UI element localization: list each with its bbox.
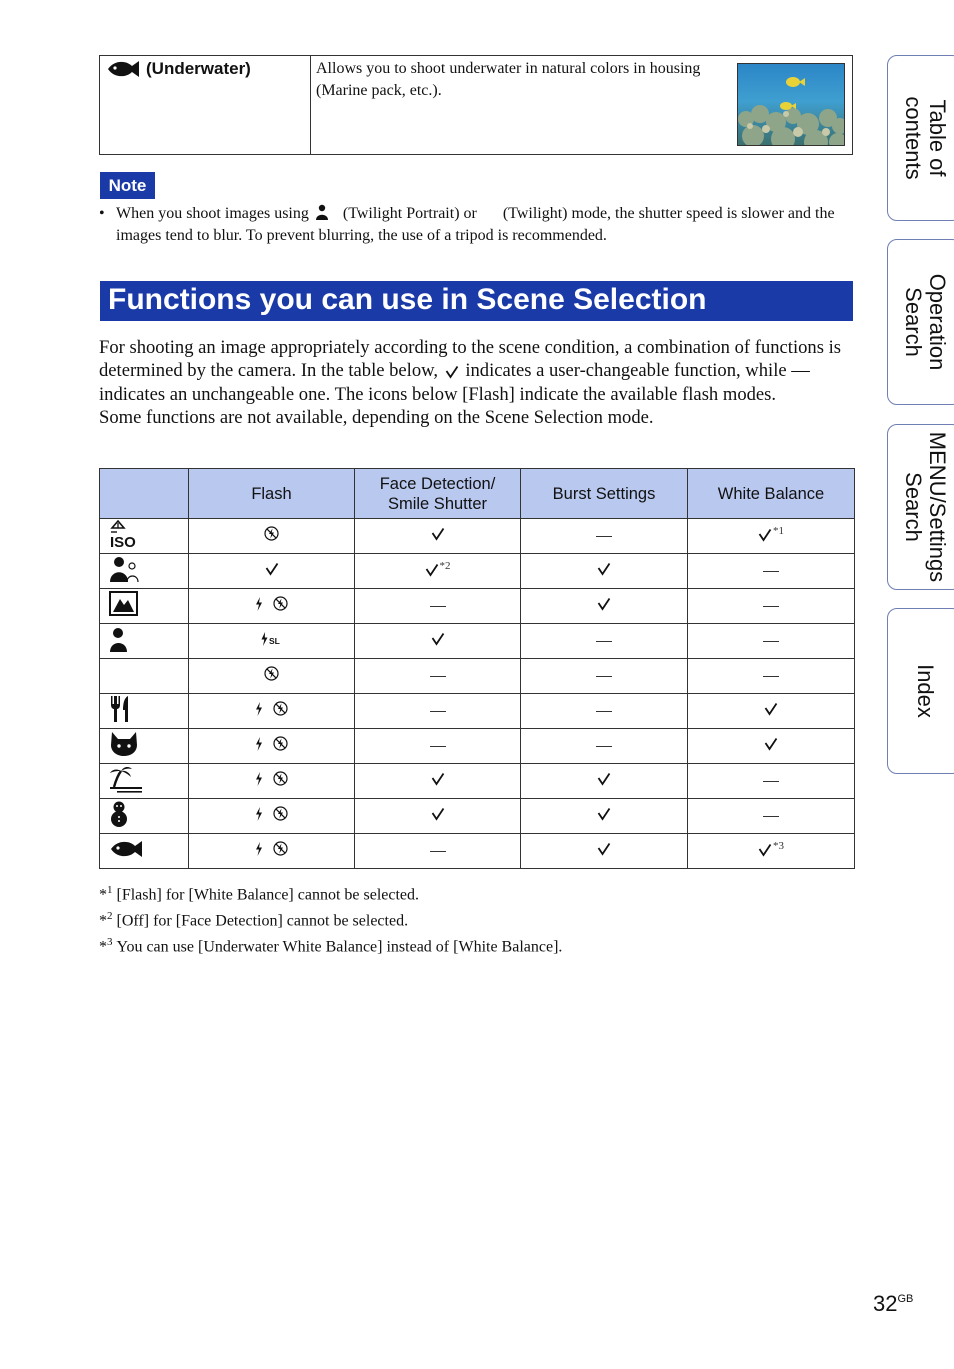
table-row [100, 519, 855, 554]
check-icon [431, 632, 445, 651]
note-text-1: When you shoot images using [116, 205, 309, 222]
check-icon [445, 365, 459, 379]
mode-cell [100, 659, 189, 694]
unchangeable-dash [430, 676, 446, 677]
face-detection-cell [355, 624, 521, 659]
unchangeable-dash [430, 746, 446, 747]
intro-paragraph [99, 336, 855, 430]
mode-cell [100, 519, 189, 554]
twilight-portrait-icon [315, 203, 337, 221]
white-balance-cell [688, 694, 855, 729]
unchangeable-dash [763, 606, 779, 607]
high-sensitivity-iso-icon [109, 520, 141, 553]
mode-cell [100, 729, 189, 764]
white-balance-cell [688, 799, 855, 834]
twilight-portrait-icon [109, 625, 141, 658]
unchangeable-dash [430, 711, 446, 712]
unchangeable-dash [763, 816, 779, 817]
face-detection-cell [355, 834, 521, 869]
tab-menu-settings-search[interactable] [887, 424, 954, 590]
flash-on-icon [255, 772, 263, 791]
white-balance-cell [688, 764, 855, 799]
white-balance-cell [688, 659, 855, 694]
tab-label: Index [912, 664, 938, 718]
white-balance-cell [688, 729, 855, 764]
face-detection-cell [355, 554, 521, 589]
flash-on-icon [255, 842, 263, 861]
beach-icon [109, 765, 143, 798]
face-detection-cell [355, 764, 521, 799]
underwater-icon [109, 839, 143, 864]
table-row [100, 764, 855, 799]
burst-settings-cell [521, 764, 688, 799]
header-mode [100, 469, 189, 519]
unchangeable-dash [763, 571, 779, 572]
check-icon [758, 528, 772, 547]
underwater-photo [737, 63, 845, 146]
flash-off-icon [264, 666, 279, 686]
underwater-label [106, 59, 251, 79]
white-balance-cell [688, 834, 855, 869]
table-row [100, 554, 855, 589]
face-detection-cell [355, 659, 521, 694]
header-white-balance: White Balance [688, 469, 855, 519]
flash-off-icon [264, 526, 279, 546]
flash-off-icon [273, 596, 288, 616]
flash-cell [189, 764, 355, 799]
header-burst: Burst Settings [521, 469, 688, 519]
burst-settings-cell [521, 659, 688, 694]
mode-cell [100, 799, 189, 834]
footnote-2: *$^2$ [Off] for [Face Detection] cannot be selected. [99, 909, 409, 930]
face-detection-cell [355, 519, 521, 554]
burst-settings-cell [521, 729, 688, 764]
flash-cell [189, 554, 355, 589]
mode-cell [100, 834, 189, 869]
unchangeable-dash [430, 606, 446, 607]
check-icon [764, 702, 778, 721]
tab-index[interactable] [887, 608, 954, 774]
tab-label: Table of contents [900, 96, 950, 180]
intro-text-1: For shooting an image appropriately according to the scene condition, a combination of functions is determined by the camera. In the table below, [99, 337, 842, 382]
face-detection-cell [355, 589, 521, 624]
functions-table [99, 468, 855, 869]
white-balance-cell [688, 624, 855, 659]
white-balance-cell-footnote-ref: *1 [773, 525, 784, 537]
unchangeable-dash [596, 711, 612, 712]
check-icon [265, 562, 279, 581]
tab-operation-search[interactable] [887, 239, 954, 405]
check-icon [597, 772, 611, 791]
burst-settings-cell [521, 799, 688, 834]
underwater-description: Allows you to shoot underwater in natural colors in housing (Marine pack, etc.). [316, 60, 701, 99]
unchangeable-dash [596, 746, 612, 747]
mode-cell [100, 554, 189, 589]
gourmet-icon [109, 695, 133, 728]
flash-cell [189, 624, 355, 659]
footnotes [99, 880, 562, 957]
check-icon [425, 563, 439, 582]
tab-label: MENU/Settings Search [900, 431, 950, 583]
flash-cell [189, 799, 355, 834]
check-icon [764, 737, 778, 756]
mode-cell [100, 764, 189, 799]
tab-label: Operation Search [900, 273, 950, 371]
unchangeable-dash [596, 676, 612, 677]
flash-off-icon [273, 806, 288, 826]
table-row [100, 729, 855, 764]
flash-cell [189, 834, 355, 869]
flash-on-icon [255, 807, 263, 826]
mode-cell [100, 624, 189, 659]
snow-icon [109, 800, 129, 833]
unchangeable-dash [763, 641, 779, 642]
flash-cell [189, 519, 355, 554]
white-balance-cell [688, 519, 855, 554]
unchangeable-dash [763, 781, 779, 782]
landscape-icon [109, 591, 139, 622]
note-badge: Note [100, 172, 155, 199]
burst-settings-cell [521, 834, 688, 869]
header-flash: Flash [189, 469, 355, 519]
tab-table-of-contents[interactable] [887, 55, 954, 221]
flash-cell [189, 694, 355, 729]
intro-text-3: Some functions are not available, depending on the Scene Selection mode. [99, 407, 654, 429]
burst-settings-cell [521, 624, 688, 659]
flash-off-icon [273, 736, 288, 756]
note-bullet: • [99, 205, 105, 222]
flash-on-icon [255, 737, 263, 756]
note-text-3: (Twilight) mode, the shutter speed is slower and the images tend to blur. To prevent blurring, the use of a tripod is recommended. [116, 205, 835, 244]
table-row [100, 589, 855, 624]
flash-off-icon [273, 701, 288, 721]
flash-off-icon [273, 841, 288, 861]
svg-text:SL: SL [268, 635, 280, 646]
twilight-icon [483, 203, 497, 221]
table-row [100, 624, 855, 659]
check-icon [758, 843, 772, 862]
underwater-title: (Underwater) [146, 59, 251, 78]
face-detection-cell-footnote-ref: *2 [439, 560, 451, 572]
white-balance-cell [688, 554, 855, 589]
check-icon [597, 562, 611, 581]
table-row [100, 834, 855, 869]
section-title: Functions you can use in Scene Selection [108, 283, 707, 316]
unchangeable-dash [596, 536, 612, 537]
fish-icon [106, 59, 140, 79]
table-row [100, 694, 855, 729]
burst-settings-cell [521, 554, 688, 589]
check-icon [431, 807, 445, 826]
slow-sync-icon [261, 632, 283, 651]
flash-on-icon [255, 702, 263, 721]
table-row [100, 799, 855, 834]
page-number-value: 32 [873, 1291, 898, 1316]
table-header-row [100, 469, 855, 519]
page-number [873, 1291, 913, 1317]
unchangeable-dash [430, 851, 446, 852]
burst-settings-cell [521, 694, 688, 729]
pet-icon [109, 731, 139, 762]
check-icon [431, 527, 445, 546]
unchangeable-dash [596, 641, 612, 642]
check-icon [431, 772, 445, 791]
note-text-2: (Twilight Portrait) or [342, 205, 477, 222]
mode-cell [100, 589, 189, 624]
soft-snap-icon [109, 555, 141, 588]
check-icon [597, 807, 611, 826]
note-text [99, 203, 853, 247]
page-number-suffix: GB [897, 1293, 914, 1305]
table-divider [310, 55, 311, 155]
flash-cell [189, 659, 355, 694]
check-icon [597, 597, 611, 616]
face-detection-cell [355, 694, 521, 729]
svg-text:ISO: ISO [110, 533, 136, 548]
flash-on-icon [255, 597, 263, 616]
header-face-detection-label: Face Detection/ Smile Shutter [379, 474, 496, 513]
unchangeable-dash [763, 676, 779, 677]
face-detection-cell [355, 799, 521, 834]
flash-off-icon [273, 771, 288, 791]
white-balance-cell-footnote-ref: *3 [773, 840, 784, 852]
check-icon [597, 842, 611, 861]
header-face-detection [355, 469, 521, 519]
flash-cell [189, 589, 355, 624]
face-detection-cell [355, 729, 521, 764]
intro-text-2: indicates a user-changeable function, while — indicates an unchangeable one. The icons below [Flash] indicate the available flash modes. [99, 360, 810, 405]
burst-settings-cell [521, 519, 688, 554]
table-row [100, 659, 855, 694]
mode-cell [100, 694, 189, 729]
burst-settings-cell [521, 589, 688, 624]
white-balance-cell [688, 589, 855, 624]
footnote-1: *$^1$ [Flash] for [White Balance] cannot be selected. [99, 884, 420, 904]
footnote-3: *$^3$ You can use [Underwater White Balance] instead of [White Balance]. [99, 935, 563, 955]
twilight-icon [109, 661, 133, 692]
flash-cell [189, 729, 355, 764]
